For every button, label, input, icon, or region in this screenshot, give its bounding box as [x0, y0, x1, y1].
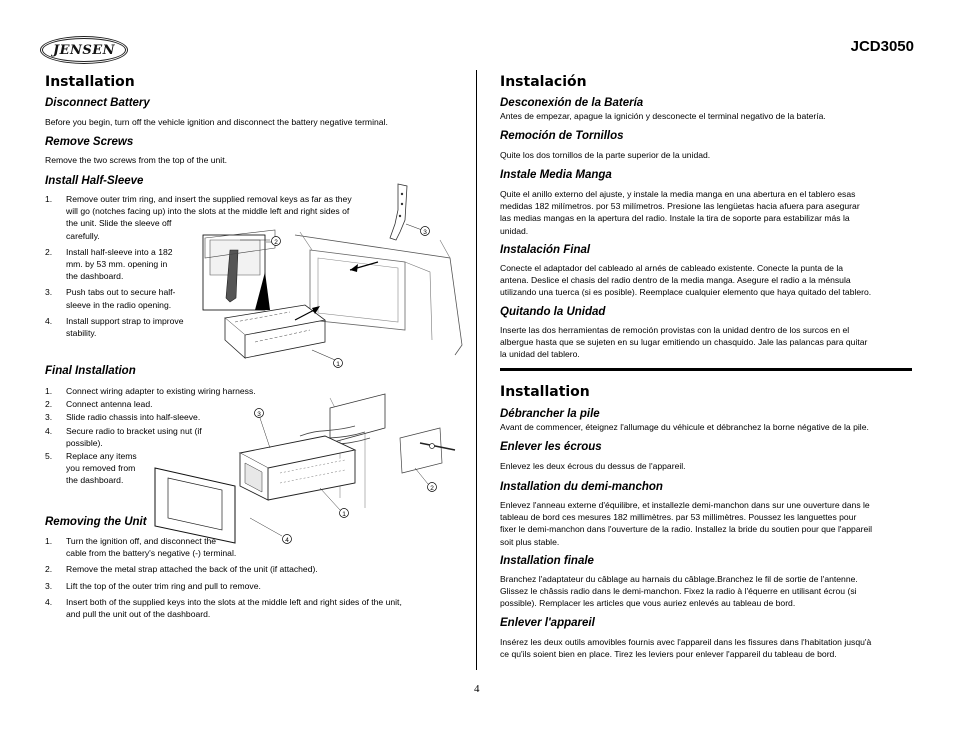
step-line: Insert both of the supplied keys into the slots at the middle left and right sides of the unit,	[66, 596, 402, 607]
step-line: will go (notches facing up) into the slots at the middle left and right sides of	[66, 206, 350, 217]
text-line: las medias mangas en la apertura del radio. Instale la tira de soporte para estabilizar más la	[500, 213, 850, 224]
fr-removing-heading: Enlever l'appareil	[500, 617, 595, 629]
step-number: 1.	[45, 536, 53, 546]
fr-screws-text	[500, 460, 686, 472]
step-number: 3.	[45, 287, 53, 298]
text-line: Avant de commencer, éteignez l'allumage du véhicule et débranchez la borne négative de la pile.	[500, 422, 869, 432]
step-line: Install half-sleeve into a 182	[66, 246, 173, 257]
fr-disconnect-text	[500, 421, 869, 433]
model-number: JCD3050	[850, 38, 914, 55]
text-line: possible). Remplacer les articles que vous auriez enlevés au tableau de bord.	[500, 598, 796, 609]
text-line: albergue hasta que se sujeten en su lugar emitiendo un chasquido. Jale las palancas para quitar	[500, 337, 868, 348]
step-line: Turn the ignition off, and disconnect the	[66, 536, 217, 546]
step-number: 2.	[45, 246, 53, 257]
step-number: 3.	[45, 412, 53, 423]
text-line: fixer le demi-manchon dans l'ouverture de la radio. Installez la bride du soutien pour que l'appareil	[500, 524, 873, 535]
text-line: ce qu'ils soient bien en place. Tirez les leviers pour enlever l'appareil du tableau de bord.	[500, 649, 837, 660]
step-line: Remove outer trim ring, and insert the supplied removal keys as far as they	[66, 194, 352, 204]
step-line: Remove the metal strap attached the back of the unit (if attached).	[66, 564, 318, 575]
text-line: la unidad del tablero.	[500, 349, 580, 360]
step-line: sleeve in the radio opening.	[66, 299, 172, 310]
half-sleeve-diagram	[200, 180, 470, 375]
page-number: 4	[474, 683, 480, 695]
french-title: Installation	[500, 384, 590, 400]
column-divider	[476, 70, 477, 670]
jensen-logo	[40, 36, 128, 64]
step-line: you removed from	[66, 463, 136, 474]
removing-steps-list	[45, 535, 465, 620]
step-line: the unit. Slide the sleeve off	[66, 218, 172, 229]
es-removing-heading: Quitando la Unidad	[500, 306, 606, 318]
step-number: 4.	[45, 315, 53, 326]
es-disconnect-heading: Desconexión de la Batería	[500, 97, 644, 109]
callout-1: 1	[336, 361, 340, 368]
step-number: 1.	[45, 194, 53, 204]
step-line: the dashboard.	[66, 475, 124, 486]
step-number: 1.	[45, 386, 53, 396]
english-title: Installation	[45, 74, 135, 90]
text-line: Conecte el adaptador del cableado al arnés de cableado existente. Conecte la punta de la	[500, 263, 844, 273]
step-number: 4.	[45, 425, 53, 436]
step-number: 5.	[45, 451, 53, 462]
es-disconnect-text	[500, 110, 826, 122]
step-line: Install support strap to improve	[66, 315, 184, 326]
text-line: tableau de bord ces mesures 182 millimètres. par 53 millimètres. Poussez les languettes pour	[500, 512, 857, 523]
step-line: Replace any items	[66, 451, 137, 462]
step-line: possible).	[66, 437, 103, 448]
text-line: antena. Deslice el chasis del radio dentro de la media manga. Asegure el radio a la ménsula	[500, 275, 851, 286]
spanish-title: Instalación	[500, 74, 587, 90]
text-line: Quite el anillo externo del ajuste, y instale la media manga en una abertura en el tablero esas	[500, 189, 856, 199]
step-line: carefully.	[66, 230, 100, 241]
text-line: Inserte las dos herramientas de remoción provistas con la unidad dentro de los surcos en el	[500, 325, 850, 335]
step-number: 4.	[45, 596, 53, 607]
step-line: Connect wiring adapter to existing wiring harness.	[66, 386, 256, 396]
sleeve-heading: Install Half-Sleeve	[45, 175, 144, 187]
text-line: Branchez l'adaptateur du câblage au harnais du câblage.Branchez le fil de sortie de l'antenne.	[500, 574, 858, 584]
disconnect-heading: Disconnect Battery	[45, 97, 150, 109]
es-removing-text	[500, 324, 867, 361]
step-line: mm. by 53 mm. opening in	[66, 259, 168, 270]
removing-step-2	[45, 563, 465, 575]
fr-screws-heading: Enlever les écrous	[500, 441, 602, 453]
text-line: Enlevez l'anneau externe d'équilibre, et installezle demi-manchon dans sur une ouverture dans le	[500, 500, 870, 510]
callout-4: 4	[285, 537, 289, 544]
text-line: soit plus stable.	[500, 536, 560, 547]
es-sleeve-heading: Instale Media Manga	[500, 169, 612, 181]
es-sleeve-text	[500, 188, 860, 237]
text-line: Quite los dos tornillos de la parte superior de la unidad.	[500, 150, 711, 160]
callout-3: 3	[423, 229, 427, 236]
callout-3: 3	[257, 411, 261, 418]
step-line: Secure radio to bracket using nut (if	[66, 425, 202, 436]
step-line: Slide radio chassis into half-sleeve.	[66, 412, 201, 423]
fr-sleeve-heading: Installation du demi-manchon	[500, 481, 663, 493]
step-number: 2.	[45, 399, 53, 410]
screws-text: Remove the two screws from the top of the unit.	[45, 155, 227, 165]
fr-final-text	[500, 573, 858, 610]
fr-final-heading: Installation finale	[500, 555, 594, 567]
callout-1: 1	[342, 511, 346, 518]
text-line: Insérez les deux outils amovibles fournis avec l'appareil dans les fissures dans l'habitation jusqu'à	[500, 637, 872, 647]
callout-2: 2	[274, 239, 278, 246]
step-line: cable from the battery's negative (-) terminal.	[66, 548, 237, 559]
es-final-heading: Instalación Final	[500, 244, 591, 256]
step-line: and pull the unit out of the dashboard.	[66, 609, 211, 620]
es-screws-text	[500, 149, 710, 161]
es-final-text	[500, 262, 871, 299]
step-number: 2.	[45, 564, 53, 575]
removing-step-4	[45, 596, 465, 620]
es-screws-heading: Remoción de Tornillos	[500, 130, 624, 142]
text-line: Enlevez les deux écrous du dessus de l'appareil.	[500, 461, 686, 471]
text-line: medidas 182 milímetros. por 53 milímetros. Presione las lengüetas hacia afuera para asegurar	[500, 201, 860, 212]
step-number: 3.	[45, 580, 53, 591]
final-heading: Final Installation	[45, 365, 136, 377]
logo-text: JENSEN	[52, 42, 116, 58]
step-line: the dashboard.	[66, 271, 124, 282]
fr-removing-text	[500, 636, 871, 660]
screws-heading: Remove Screws	[45, 136, 134, 148]
removing-heading: Removing the Unit	[45, 516, 147, 528]
step-line: Push tabs out to secure half-	[66, 287, 176, 298]
text-line: Glissez le châssis radio dans le demi-manchon. Fixez la radio à l'équerre en utilisant écrou (si	[500, 586, 857, 597]
fr-disconnect-heading: Débrancher la pile	[500, 408, 600, 420]
callout-2: 2	[430, 485, 434, 492]
text-line: unidad.	[500, 225, 529, 236]
section-divider-rule	[500, 368, 912, 371]
step-line: stability.	[66, 328, 97, 339]
fr-sleeve-text	[500, 499, 872, 548]
text-line: utilizando una tuerca (si es posible). Reemplace cualquier elemento que haya quitado del tablero.	[500, 287, 872, 298]
step-line: Lift the top of the outer trim ring and pull to remove.	[66, 580, 261, 591]
step-line: Connect antenna lead.	[66, 399, 153, 410]
text-line: Antes de empezar, apague la ignición y desconecte el terminal negativo de la batería.	[500, 111, 826, 121]
final-install-diagram	[150, 388, 468, 548]
removing-step-3	[45, 580, 465, 592]
removing-step-1	[45, 535, 465, 559]
disconnect-text: Before you begin, turn off the vehicle ignition and disconnect the battery negative terminal.	[45, 117, 388, 127]
